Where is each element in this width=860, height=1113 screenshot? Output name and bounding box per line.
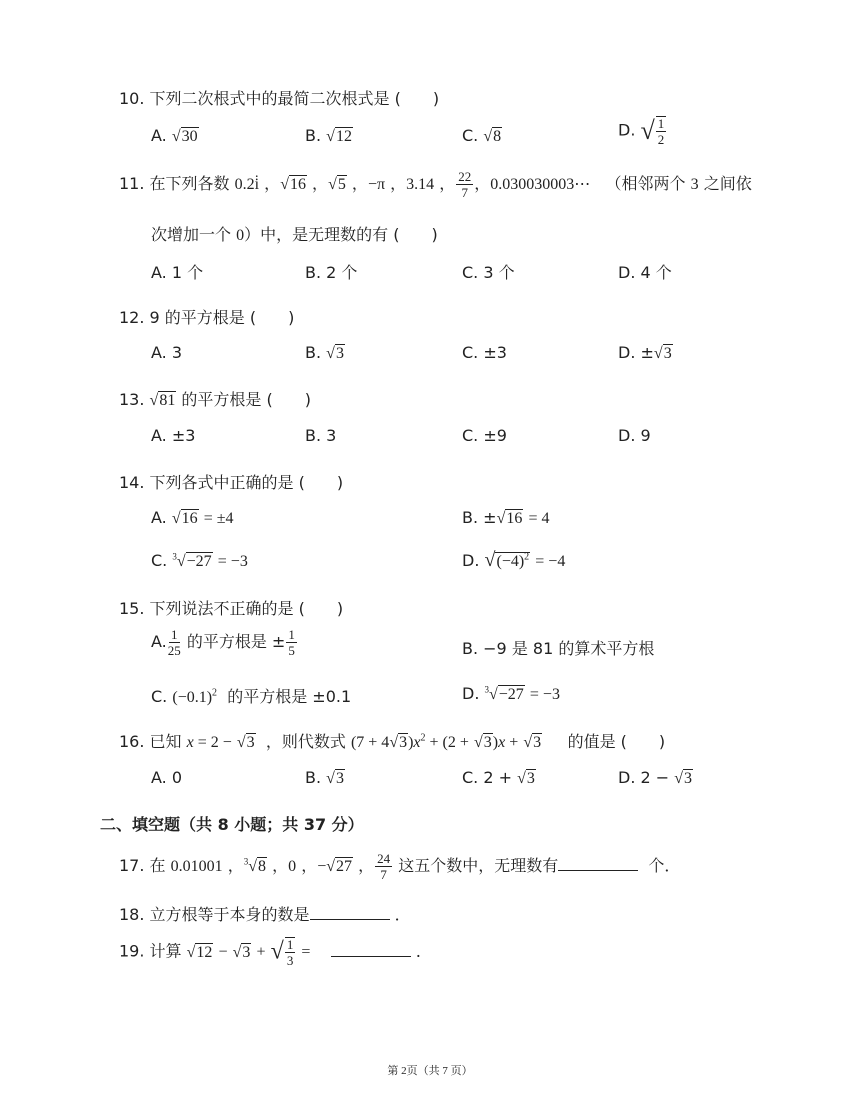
q10-option-b: B. √12 [305,126,352,145]
q14-option-a: A. √16 = ±4 [151,508,234,527]
q19-answer-blank[interactable] [331,942,411,957]
q10-option-c: C. √8 [462,126,502,145]
question-11-stem-line2: 次增加一个 0）中，是无理数的有 ( ) [151,225,438,244]
q15-option-d: D. $^3$√−27 = −3 [462,684,560,703]
question-11-stem: 11. 在下列各数 0.2i̇ ，√16 ，√5 ，−π ，3.14 ， $\frac{22}{7}$ ，0.030030003⋯ （相邻两个 3 之间依 [119,169,752,200]
q14-option-d: D. $√(-4)^2 = -4$ [462,549,566,571]
q11-option-d: D. 4 个 [618,263,672,282]
question-13-stem: 13. √81 的平方根是 ( ) [119,390,311,409]
q13-option-c: C. ±9 [462,426,507,445]
question-17-stem: 17. 在 0.01001 ，$^3$√8 ，0 ，−√27 ， $\frac{24}{7}$ 这五个数中，无理数有 个． [119,851,681,882]
q16-option-c: C. 2 + √3 [462,768,535,787]
q13-option-d: D. 9 [618,426,651,445]
q17-answer-blank[interactable] [558,856,638,871]
question-14-stem: 14. 下列各式中正确的是 ( ) [119,473,344,492]
question-10-stem: 10. 下列二次根式中的最简二次根式是 ( ) [119,89,440,108]
q14-option-b: B. ±√16 = 4 [462,508,550,527]
q11-option-c: C. 3 个 [462,263,515,282]
q16-option-d: D. 2 − √3 [618,768,693,787]
q12-option-d: D. ±√3 [618,343,672,362]
q12-option-b: B. √3 [305,343,344,362]
q10-option-a: A. √30 [151,126,198,145]
q11-option-b: B. 2 个 [305,263,358,282]
q12-option-a: A. 3 [151,343,183,362]
q10-option-d: D. √ $\frac{1}{2}$ [618,116,665,147]
q15-option-b: B. −9 是 81 的算术平方根 [462,639,655,658]
q14-option-c: C. $^3$√−27 = −3 [151,551,248,570]
q11-option-a: A. 1 个 [151,263,204,282]
q15-option-c: C. $(-0.1)^2$ 的平方根是 ±0.1 [151,687,352,706]
q13-option-a: A. ±3 [151,426,196,445]
question-18-stem: 18. 立方根等于本身的数是 ． [119,905,411,924]
q16-option-a: A. 0 [151,768,183,787]
section-2-title: 二、填空题（共 8 小题；共 37 分） [100,815,364,834]
q18-answer-blank[interactable] [310,905,390,920]
page-footer: 第 2页（共 7 页） [387,1065,473,1077]
question-16-stem: 16. 已知 x = 2 − √3 ，则代数式 $(7 + 4√3)x^2 + (2 + √3)x + √3$ 的值是 ( ) [119,732,666,751]
question-15-stem: 15. 下列说法不正确的是 ( ) [119,599,344,618]
q15-option-a: A. $\frac{1}{25}$ 的平方根是 ± $\frac{1}{5}$ [151,627,295,658]
q13-option-b: B. 3 [305,426,337,445]
q16-option-b: B. √3 [305,768,344,787]
question-12-stem: 12. 9 的平方根是 ( ) [119,308,295,327]
question-19-stem: 19. 计算 √12 − √3 + √ $\frac{1}{3}$ = ． [119,937,432,968]
q12-option-c: C. ±3 [462,343,507,362]
